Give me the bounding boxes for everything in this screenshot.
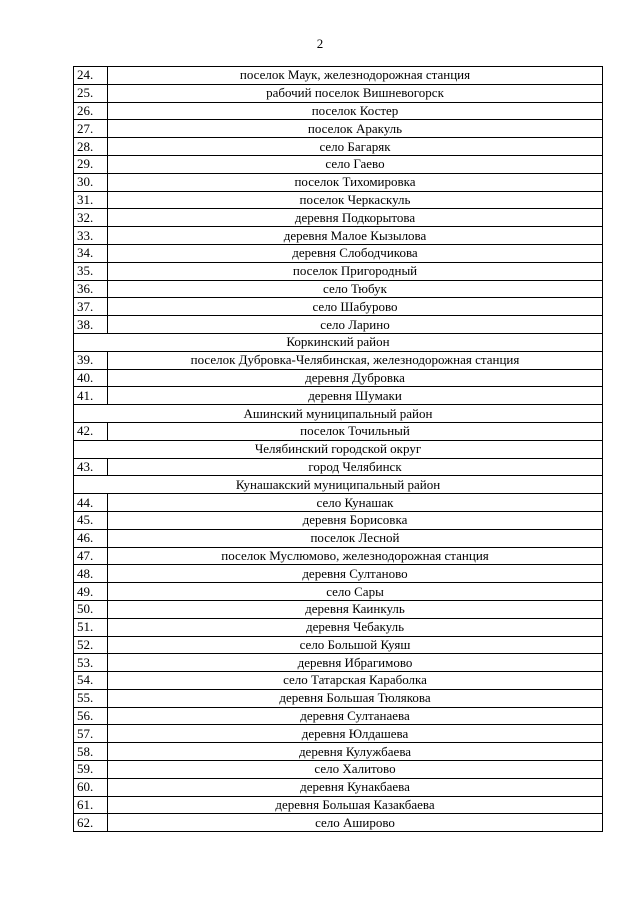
settlement-name: поселок Тихомировка bbox=[108, 173, 603, 191]
settlement-name: село Ларино bbox=[108, 316, 603, 334]
settlement-name: деревня Борисовка bbox=[108, 511, 603, 529]
settlement-name: село Тюбук bbox=[108, 280, 603, 298]
row-number: 32. bbox=[74, 209, 108, 227]
table-row bbox=[74, 138, 603, 156]
table-row bbox=[74, 280, 603, 298]
row-number: 58. bbox=[74, 743, 108, 761]
settlement-name: село Аширово bbox=[108, 814, 603, 832]
settlement-name: село Халитово bbox=[108, 761, 603, 779]
settlement-name: деревня Дубровка bbox=[108, 369, 603, 387]
table-row bbox=[74, 600, 603, 618]
settlement-name: деревня Султанаева bbox=[108, 707, 603, 725]
settlement-name: поселок Дубровка-Челябинская, железнодорожная станция bbox=[108, 351, 603, 369]
row-number: 57. bbox=[74, 725, 108, 743]
row-number: 25. bbox=[74, 84, 108, 102]
settlement-name: рабочий поселок Вишневогорск bbox=[108, 84, 603, 102]
row-number: 54. bbox=[74, 672, 108, 690]
table-row bbox=[74, 120, 603, 138]
row-number: 52. bbox=[74, 636, 108, 654]
section-header-row bbox=[74, 476, 603, 494]
table-row bbox=[74, 262, 603, 280]
section-header-row bbox=[74, 333, 603, 351]
section-title: Челябинский городской округ bbox=[74, 440, 603, 458]
row-number: 44. bbox=[74, 494, 108, 512]
row-number: 30. bbox=[74, 173, 108, 191]
table-row bbox=[74, 814, 603, 832]
settlement-name: деревня Чебакуль bbox=[108, 618, 603, 636]
row-number: 31. bbox=[74, 191, 108, 209]
settlement-name: село Багаряк bbox=[108, 138, 603, 156]
table-row bbox=[74, 618, 603, 636]
settlements-table-body bbox=[74, 67, 603, 832]
row-number: 36. bbox=[74, 280, 108, 298]
settlement-name: поселок Точильный bbox=[108, 422, 603, 440]
settlement-name: город Челябинск bbox=[108, 458, 603, 476]
table-row bbox=[74, 494, 603, 512]
settlement-name: село Кунашак bbox=[108, 494, 603, 512]
settlement-name: деревня Слободчикова bbox=[108, 244, 603, 262]
table-row bbox=[74, 458, 603, 476]
table-row bbox=[74, 191, 603, 209]
table-row bbox=[74, 209, 603, 227]
row-number: 49. bbox=[74, 583, 108, 601]
table-row bbox=[74, 707, 603, 725]
row-number: 60. bbox=[74, 778, 108, 796]
row-number: 45. bbox=[74, 511, 108, 529]
table-row bbox=[74, 387, 603, 405]
table-row bbox=[74, 298, 603, 316]
row-number: 27. bbox=[74, 120, 108, 138]
row-number: 61. bbox=[74, 796, 108, 814]
row-number: 51. bbox=[74, 618, 108, 636]
settlement-name: поселок Муслюмово, железнодорожная станция bbox=[108, 547, 603, 565]
settlement-name: деревня Шумаки bbox=[108, 387, 603, 405]
table-row bbox=[74, 565, 603, 583]
settlement-name: деревня Кунакбаева bbox=[108, 778, 603, 796]
row-number: 37. bbox=[74, 298, 108, 316]
settlement-name: поселок Лесной bbox=[108, 529, 603, 547]
table-row bbox=[74, 689, 603, 707]
row-number: 41. bbox=[74, 387, 108, 405]
settlement-name: поселок Маук, железнодорожная станция bbox=[108, 67, 603, 85]
row-number: 46. bbox=[74, 529, 108, 547]
table-row bbox=[74, 102, 603, 120]
settlement-name: деревня Большая Казакбаева bbox=[108, 796, 603, 814]
settlement-name: деревня Султаново bbox=[108, 565, 603, 583]
settlement-name: деревня Кулужбаева bbox=[108, 743, 603, 761]
settlement-name: поселок Пригородный bbox=[108, 262, 603, 280]
settlement-name: деревня Малое Кызылова bbox=[108, 227, 603, 245]
settlement-name: деревня Юлдашева bbox=[108, 725, 603, 743]
settlement-name: деревня Подкорытова bbox=[108, 209, 603, 227]
table-row bbox=[74, 743, 603, 761]
section-title: Кунашакский муниципальный район bbox=[74, 476, 603, 494]
row-number: 33. bbox=[74, 227, 108, 245]
row-number: 43. bbox=[74, 458, 108, 476]
table-row bbox=[74, 636, 603, 654]
settlement-name: поселок Костер bbox=[108, 102, 603, 120]
section-header-row bbox=[74, 405, 603, 423]
table-row bbox=[74, 725, 603, 743]
settlements-table bbox=[73, 66, 603, 832]
table-row bbox=[74, 351, 603, 369]
settlement-name: село Сары bbox=[108, 583, 603, 601]
row-number: 62. bbox=[74, 814, 108, 832]
table-row bbox=[74, 244, 603, 262]
row-number: 42. bbox=[74, 422, 108, 440]
table-row bbox=[74, 778, 603, 796]
settlement-name: село Шабурово bbox=[108, 298, 603, 316]
table-row bbox=[74, 316, 603, 334]
table-row bbox=[74, 84, 603, 102]
row-number: 40. bbox=[74, 369, 108, 387]
table-row bbox=[74, 369, 603, 387]
row-number: 48. bbox=[74, 565, 108, 583]
table-row bbox=[74, 422, 603, 440]
table-row bbox=[74, 672, 603, 690]
table-row bbox=[74, 796, 603, 814]
section-title: Коркинский район bbox=[74, 333, 603, 351]
table-row bbox=[74, 761, 603, 779]
row-number: 47. bbox=[74, 547, 108, 565]
settlement-name: деревня Каинкуль bbox=[108, 600, 603, 618]
table-row bbox=[74, 155, 603, 173]
settlement-name: поселок Черкаскуль bbox=[108, 191, 603, 209]
section-header-row bbox=[74, 440, 603, 458]
section-title: Ашинский муниципальный район bbox=[74, 405, 603, 423]
table-row bbox=[74, 583, 603, 601]
settlement-name: поселок Аракуль bbox=[108, 120, 603, 138]
row-number: 55. bbox=[74, 689, 108, 707]
table-row bbox=[74, 67, 603, 85]
row-number: 56. bbox=[74, 707, 108, 725]
row-number: 38. bbox=[74, 316, 108, 334]
row-number: 50. bbox=[74, 600, 108, 618]
settlement-name: деревня Большая Тюлякова bbox=[108, 689, 603, 707]
row-number: 26. bbox=[74, 102, 108, 120]
row-number: 28. bbox=[74, 138, 108, 156]
table-row bbox=[74, 511, 603, 529]
row-number: 24. bbox=[74, 67, 108, 85]
row-number: 39. bbox=[74, 351, 108, 369]
row-number: 53. bbox=[74, 654, 108, 672]
table-row bbox=[74, 547, 603, 565]
table-row bbox=[74, 227, 603, 245]
row-number: 29. bbox=[74, 155, 108, 173]
table-row bbox=[74, 173, 603, 191]
row-number: 59. bbox=[74, 761, 108, 779]
table-row bbox=[74, 654, 603, 672]
settlement-name: село Татарская Караболка bbox=[108, 672, 603, 690]
table-row bbox=[74, 529, 603, 547]
row-number: 34. bbox=[74, 244, 108, 262]
row-number: 35. bbox=[74, 262, 108, 280]
settlement-name: деревня Ибрагимово bbox=[108, 654, 603, 672]
settlement-name: село Гаево bbox=[108, 155, 603, 173]
settlement-name: село Большой Куяш bbox=[108, 636, 603, 654]
page-number: 2 bbox=[316, 36, 324, 51]
